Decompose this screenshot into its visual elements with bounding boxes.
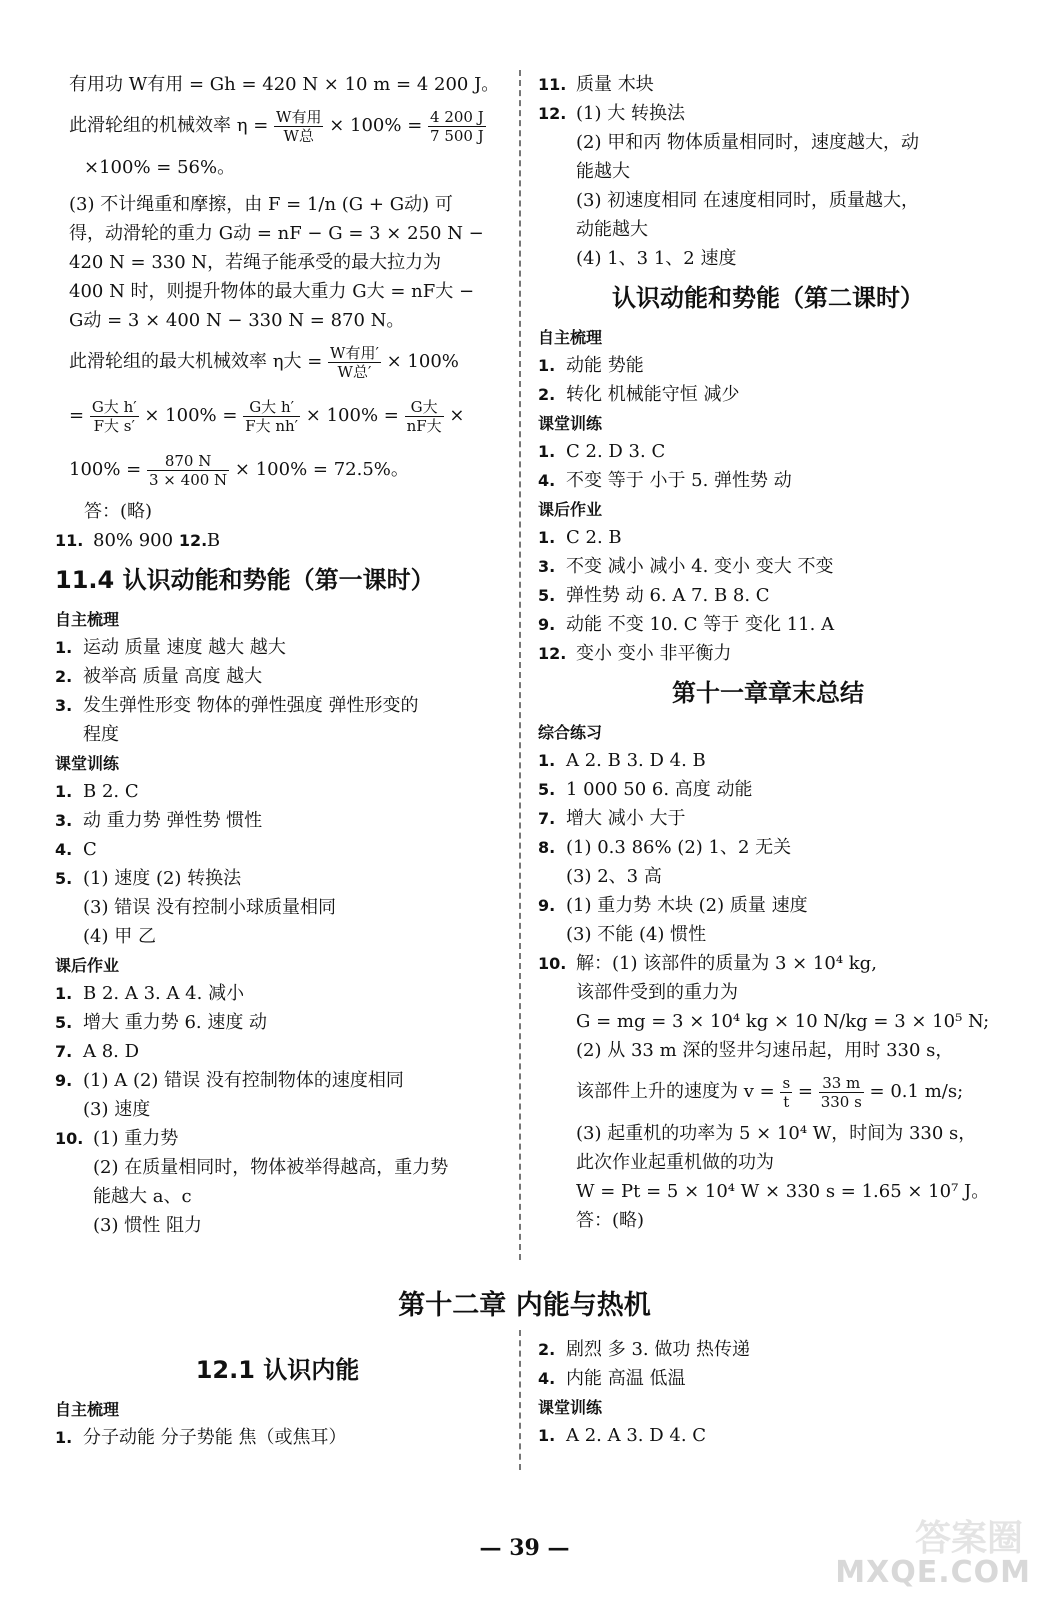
subheading: 综合练习: [538, 723, 603, 742]
text-line: 有用功 W有用 = Gh = 420 N × 10 m = 4 200 J。: [69, 74, 500, 95]
section-title: 11.4 认识动能和势能（第一课时）: [55, 566, 435, 594]
list-item: 7. 增大 减小 大于: [538, 808, 686, 829]
list-item: 9. 动能 不变 10. C 等于 变化 11. A: [538, 614, 835, 635]
list-item: 8. (1) 0.3 86% (2) 1、2 无关: [538, 837, 792, 858]
subheading: 自主梳理: [538, 328, 603, 347]
fraction: $\frac{870 N}{3 \times 400 N}$: [149, 451, 228, 489]
list-item: 1. 运动 质量 速度 越大 越大: [55, 637, 286, 658]
list-item-continuation: 能越大: [576, 161, 630, 182]
speed-line: 该部件上升的速度为 v = $\frac{s}{t}$ = $\frac{33 m}{330 s}$ = 0.1 m/s;: [576, 1073, 964, 1111]
list-item: 5. 增大 重力势 6. 速度 动: [55, 1012, 268, 1033]
list-item: 4. 内能 高温 低温: [538, 1368, 686, 1389]
list-item-continuation: (3) 速度: [83, 1099, 151, 1120]
efficiency-chain-line: = $\frac{\text{G大 h′}}{\text{F大 s′}}$ × 100% = $\frac{\text{G大 h′}}{\text{F大 nh′}}$ × 100% = $\frac{\text{G大}}{\text{nF大}}$ ×: [69, 397, 465, 435]
efficiency-line: 此滑轮组的机械效率 η = $\frac{\text{W有用}}{\text{W总}}$ × 100% = $\frac{4 200 J}{7 500 J}$: [69, 107, 484, 145]
watermark-logo: [835, 1510, 1031, 1590]
list-item: 4. 不变 等于 小于 5. 弹性势 动: [538, 470, 792, 491]
list-item: 3. 发生弹性形变 物体的弹性强度 弹性形变的: [55, 695, 419, 716]
list-item: 1. A 2. A 3. D 4. C: [538, 1425, 707, 1446]
chapter-title: 第十二章 内能与热机: [398, 1290, 651, 1321]
list-item: 2. 转化 机械能守恒 减少: [538, 384, 740, 405]
list-item-continuation: (3) 不能 (4) 惯性: [566, 924, 707, 945]
subheading: 课堂训练: [538, 414, 603, 433]
list-item: 10. 解：(1) 该部件的质量为 3 × 10⁴ kg,: [538, 953, 877, 974]
list-item-continuation: (2) 从 33 m 深的竖井匀速吊起，用时 330 s，: [576, 1040, 954, 1061]
list-item: 1. 动能 势能: [538, 355, 644, 376]
list-item-continuation: (4) 1、3 1、2 速度: [576, 248, 737, 269]
answer-line: 答：(略): [576, 1210, 645, 1231]
text-line: 得，动滑轮的重力 G动 = nF − G = 3 × 250 N −: [69, 223, 484, 244]
list-item: 5. 1 000 50 6. 高度 动能: [538, 779, 753, 800]
subheading: 课堂训练: [538, 1398, 603, 1417]
list-item: 1. 分子动能 分子势能 焦（或焦耳）: [55, 1427, 347, 1448]
text-line: (3) 不计绳重和摩擦，由 F = 1/n (G + G动) 可: [69, 194, 453, 215]
list-item: 1. C 2. B: [538, 527, 622, 548]
fraction: $\frac{\text{W有用′}}{\text{W总′}}$: [330, 343, 379, 381]
list-item: 7. A 8. D: [55, 1041, 140, 1062]
list-item: 1. A 2. B 3. D 4. B: [538, 750, 706, 771]
list-item-continuation: (3) 初速度相同 在速度相同时，质量越大，: [576, 190, 919, 211]
list-item-continuation: 能越大 a、c: [93, 1186, 192, 1207]
text-line: 420 N = 330 N，若绳子能承受的最大拉力为: [69, 252, 442, 273]
list-item-continuation: G = mg = 3 × 10⁴ kg × 10 N/kg = 3 × 10⁵ N;: [576, 1011, 990, 1032]
fraction: $\frac{4 200 J}{7 500 J}$: [430, 107, 484, 145]
list-item-continuation: (3) 2、3 高: [566, 866, 662, 887]
subheading: 自主梳理: [55, 1400, 120, 1419]
section-title: 12.1 认识内能: [195, 1356, 360, 1384]
subheading: 课后作业: [55, 956, 120, 975]
list-item-continuation: 此次作业起重机做的功为: [576, 1152, 774, 1173]
list-item: 9. (1) A (2) 错误 没有控制物体的速度相同: [55, 1070, 404, 1091]
list-item: 1. B 2. C: [55, 781, 139, 802]
section-title: 认识动能和势能（第二课时）: [612, 284, 924, 312]
list-item-continuation: (3) 起重机的功率为 5 × 10⁴ W，时间为 330 s，: [576, 1123, 977, 1144]
text-line: G动 = 3 × 400 N − 330 N = 870 N。: [69, 310, 405, 331]
watermark-en: MXQE.COM: [835, 1555, 1031, 1590]
column-divider-top: [519, 70, 521, 1260]
subheading: 课后作业: [538, 500, 603, 519]
list-item-continuation: (3) 错误 没有控制小球质量相同: [83, 897, 336, 918]
list-item: 1. C 2. D 3. C: [538, 441, 666, 462]
list-item: 5. 弹性势 动 6. A 7. B 8. C: [538, 585, 770, 606]
list-item: 12. (1) 大 转换法: [538, 103, 685, 124]
list-item-continuation: (4) 甲 乙: [83, 926, 156, 947]
fraction: $\frac{\text{G大 h′}}{\text{F大 s′}}$: [91, 397, 137, 435]
list-item-continuation: 动能越大: [576, 219, 648, 240]
list-item: 11. 质量 木块: [538, 74, 654, 95]
column-divider-bottom: [519, 1330, 521, 1470]
list-item-continuation: W = Pt = 5 × 10⁴ W × 330 s = 1.65 × 10⁷ J。: [576, 1181, 990, 1202]
bottom-left-block: [55, 1345, 500, 1452]
list-item: 2. 剧烈 多 3. 做功 热传递: [538, 1339, 751, 1360]
list-item: 4. C: [55, 839, 97, 860]
list-item: 2. 被举高 质量 高度 越大: [55, 666, 263, 687]
list-item: 10. (1) 重力势: [55, 1128, 179, 1149]
list-item-continuation: 程度: [83, 724, 119, 745]
list-item: 3. 不变 减小 减小 4. 变小 变大 不变: [538, 556, 834, 577]
fraction: $\frac{s}{t}$: [782, 1073, 791, 1111]
text-line: 400 N 时，则提升物体的最大重力 G大 = nF大 −: [69, 281, 475, 302]
fraction: $\frac{\text{G大 h′}}{\text{F大 nh′}}$: [245, 397, 299, 435]
right-column: [538, 70, 998, 1235]
fraction: $\frac{\text{G大}}{\text{nF大}}$: [406, 397, 442, 435]
list-item: 5. (1) 速度 (2) 转换法: [55, 868, 242, 889]
list-item-continuation: 该部件受到的重力为: [576, 982, 738, 1003]
fraction: $\frac{33 m}{330 s}$: [820, 1073, 862, 1111]
list-item-continuation: (2) 在质量相同时，物体被举得越高，重力势: [93, 1157, 449, 1178]
section-title: 第十一章章末总结: [672, 679, 864, 707]
list-item: 1. B 2. A 3. A 4. 减小: [55, 983, 245, 1004]
left-column: [55, 70, 500, 1240]
list-item: 12. 变小 变小 非平衡力: [538, 643, 732, 664]
answer-line: 答：(略): [84, 501, 153, 522]
bottom-right-block: [538, 1335, 998, 1450]
max-efficiency-line: 此滑轮组的最大机械效率 η大 = $\frac{\text{W有用′}}{\text{W总′}}$ × 100%: [69, 343, 459, 381]
subheading: 课堂训练: [55, 754, 120, 773]
list-item-continuation: (3) 惯性 阻力: [93, 1215, 202, 1236]
final-result-line: 100% = $\frac{870 N}{3 \times 400 N}$ × 100% = 72.5%。: [69, 451, 409, 489]
list-item: 9. (1) 重力势 木块 (2) 质量 速度: [538, 895, 808, 916]
watermark-cn: 答案圈: [914, 1518, 1023, 1559]
subheading: 自主梳理: [55, 610, 120, 629]
list-item-continuation: (2) 甲和丙 物体质量相同时，速度越大，动: [576, 132, 919, 153]
question-11-12: 11. 80% 900 12.B: [55, 530, 221, 551]
text-line: ×100% = 56%。: [84, 157, 236, 178]
list-item: 3. 动 重力势 弹性势 惯性: [55, 810, 263, 831]
fraction: $\frac{\text{W有用}}{\text{W总}}$: [276, 107, 322, 145]
page-number: — 39 —: [479, 1535, 570, 1561]
